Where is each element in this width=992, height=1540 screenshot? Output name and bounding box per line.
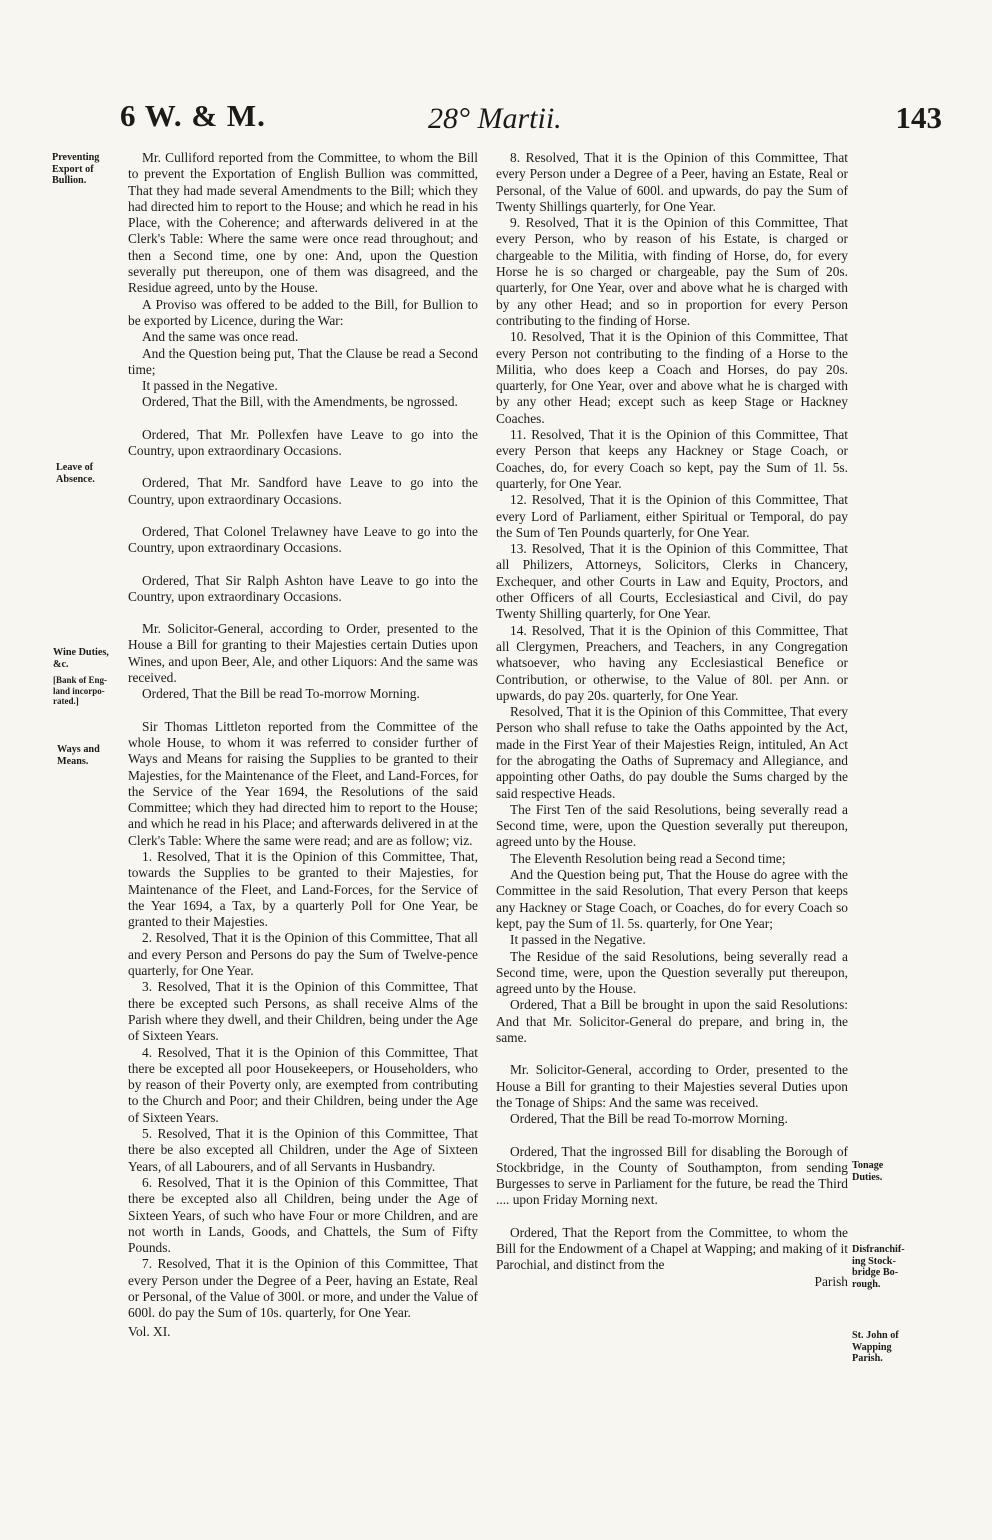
paragraph: 2. Resolved, That it is the Opinion of this Committee, That all and every Person and Persons do pay the Sum of Twelve-pence quarterly, for One Year. (128, 930, 478, 979)
paragraph: Ordered, That Sir Ralph Ashton have Leave to go into the Country, upon extraordinary Occasions. (128, 572, 478, 604)
paragraph: Mr. Culliford reported from the Committee, to whom the Bill to prevent the Exportation of English Bullion was committed, That they had made several Amendments to the Bill; which they had directed him to report to the House; and which he read in his Place, with the Coherence; and afterwards delivered in at the Clerk's Table: Where the same were once read throughout; and then a Second time, one by one: And, upon the Question severally put thereupon, one of them was disagreed, and the Residue agreed, unto by the House. (128, 150, 478, 296)
date-heading: 28° Martii. (428, 102, 562, 135)
paragraph: Ordered, That the Report from the Committee, to whom the Bill for the Endowment of a Chapel at Wapping; and making of it Parochial, and distinct from the (496, 1224, 848, 1273)
paragraph: 6. Resolved, That it is the Opinion of this Committee, That there be excepted also all Children, being under the Age of Sixteen Years, of such who have Four or more Children, and are not worth in Lands, Goods, and Chattels, the Sum of Fifty Pounds. (128, 1174, 478, 1256)
paragraph: It passed in the Negative. (142, 378, 278, 394)
paragraph: 11. Resolved, That it is the Opinion of this Committee, That every Person that keeps any Hackney or Stage Coach, or Coaches, do, for every Coach so kept, pay the Sum of 1l. 5s. quarterly, for One Year. (496, 427, 848, 491)
margin-note-ways-means: Ways and Means. (57, 744, 100, 767)
paragraph: 8. Resolved, That it is the Opinion of this Committee, That every Person under a Degree of a Peer, having an Estate, Real or Personal, of the Value of 600l. and upwards, do pay the Sum of Twenty Shillings quarterly, for One Year. (496, 150, 848, 214)
paragraph: Sir Thomas Littleton reported from the Committee of the whole House, to whom it was referred to consider further of Ways and Means for raising the Supplies to be granted to their Majesties, for the Maintenance of the Fleet, and Land-Forces, for the Service of the Year 1694, the Resolutions of the said Committee; which they had directed him to report to the House; and which he read in his Place; and afterwards delivered in at the Clerk's Table: Where the same were read; and are as follow; viz. (128, 718, 478, 848)
paragraph: The Eleventh Resolution being read a Second time; (510, 850, 786, 866)
catchword: Parish (814, 1273, 848, 1289)
paragraph: Mr. Solicitor-General, according to Order, presented to the House a Bill for granting to their Majesties several Duties upon the Tonage of Ships: And the same was received. (496, 1062, 848, 1110)
paragraph: Ordered, That the Bill be read To-morrow Morning. (510, 1111, 788, 1127)
reign-heading: 6 W. & M. (120, 98, 266, 133)
paragraph: Ordered, That the Bill, with the Amendments, be ngrossed. (142, 394, 458, 410)
paragraph: It passed in the Negative. (510, 932, 646, 948)
paragraph: 5. Resolved, That it is the Opinion of this Committee, That there be also excepted all Children, under the Age of Sixteen Years, of all Labourers, and of all Servants in Husbandry. (128, 1126, 478, 1174)
right-column (496, 150, 848, 1290)
paragraph: Ordered, That the Bill be read To-morrow Morning. (142, 686, 420, 702)
paragraph: 13. Resolved, That it is the Opinion of this Committee, That all Philizers, Attorneys, Solicitors, Clerks in Chancery, Exchequer, and other Courts in Law and Equity, Proctors, and other Officers of all Courts, Ecclesiastical and Civil, do pay Twenty Shilling quarterly, for One Year. (496, 541, 848, 622)
paragraph: And the Question being put, That the Clause be read a Second time; (128, 345, 478, 377)
margin-note-wine-duties: Wine Duties, &c. (53, 647, 109, 670)
margin-note-bank: [Bank of Eng- land incorpo- rated.] (53, 675, 108, 706)
margin-note-tonage: Tonage Duties. (852, 1160, 884, 1183)
paragraph: 12. Resolved, That it is the Opinion of this Committee, That every Lord of Parliament, either Spiritual or Temporal, do pay the Sum of Ten Pounds quarterly, for One Year. (496, 492, 848, 540)
page-number: 143 (895, 100, 942, 135)
paragraph: Mr. Solicitor-General, according to Order, presented to the House a Bill for granting to their Majesties certain Duties upon Wines, and upon Beer, Ale, and other Liquors: And the same was received. (128, 621, 478, 686)
margin-note-stockbridge: Disfranchif- ing Stock- bridge Bo- rough. (852, 1244, 905, 1290)
margin-note-absence: Leave of Absence. (56, 462, 95, 485)
paragraph: 9. Resolved, That it is the Opinion of this Committee, That every Person, who by reason of his Estate, is charged or chargeable to the Militia, with finding of Horse, do, for every Horse he is so charged or chargeable, pay the Sum of 20s. quarterly, for One Year, over and above what he is charged with by any other Head; and so in proportion for every Person contributing to the finding of Horse. (496, 215, 848, 328)
paragraph: A Proviso was offered to be added to the Bill, for Bullion to be exported by Licence, during the War: (128, 296, 478, 328)
paragraph: 10. Resolved, That it is the Opinion of this Committee, That every Person not contributing to the finding of a Horse to the Militia, who does keep a Coach and Horses, do pay 20s. quarterly, for One Year, over and above what he is charged with by any other Head; except such as keep Stage or Hackney Coaches. (496, 329, 848, 426)
paragraph: Resolved, That it is the Opinion of this Committee, That every Person who shall refuse to take the Oaths appointed by the Act, made in the First Year of their Majesties Reign, intituled, An Act for the abrogating the Oaths of Supremacy and Allegiance, and appointing other Oaths, do pay double the Sums charged by the said respective Heads. (496, 704, 848, 801)
paragraph: The Residue of the said Resolutions, being severally read a Second time, were, upon the Question severally put thereupon, agreed unto by the House. (496, 948, 848, 997)
paragraph: And the Question being put, That the House do agree with the Committee in the said Resolution, That every Person that keeps any Hackney or Stage Coach, or Coaches, do for every Coach so kept, pay the Sum of 1l. 5s. quarterly, for One Year; (496, 867, 848, 931)
paragraph: Ordered, That Colonel Trelawney have Leave to go into the Country, upon extraordinary Occasions. (128, 523, 478, 556)
left-column (128, 150, 478, 1340)
paragraph: Ordered, That the ingrossed Bill for disabling the Borough of Stockbridge, in the County of Southampton, from sending Burgesses to serve in Parliament for the future, be read the Third .... upon Friday Morning next. (496, 1143, 848, 1208)
paragraph: The First Ten of the said Resolutions, being severally read a Second time, were, upon the Question severally put thereupon, agreed unto by the House. (496, 801, 848, 850)
page-header (0, 98, 992, 148)
paragraph: 4. Resolved, That it is the Opinion of this Committee, That there be excepted all poor Housekeepers, or Householders, who by reason of their Poverty only, are exempted from contributing to the Church and Poor; and their Children, being under the Age of Sixteen Years. (128, 1044, 478, 1125)
paragraph: Ordered, That a Bill be brought in upon the said Resolutions: And that Mr. Solicitor-General do prepare, and bring in, the same. (496, 997, 848, 1046)
margin-note-bullion: Preventing Export of Bullion. (52, 152, 100, 186)
paragraph: 3. Resolved, That it is the Opinion of this Committee, That there be excepted such Persons, as shall receive Alms of the Parish where they dwell, and their Children, being under the Age of Sixteen Years. (128, 979, 478, 1044)
margin-note-wapping: St. John of Wapping Parish. (852, 1330, 899, 1364)
paragraph: Ordered, That Mr. Sandford have Leave to go into the Country, upon extraordinary Occasions. (128, 475, 478, 507)
paragraph: 1. Resolved, That it is the Opinion of this Committee, That, towards the Supplies to be granted to their Majesties, for Maintenance of the Fleet, and Land-Forces, for the Service of the Year 1694, a Tax, by a quarterly Poll for One Year, be granted to their Majesties. (128, 848, 478, 930)
paragraph: 7. Resolved, That it is the Opinion of this Committee, That every Person under the Degree of a Peer, having an Estate, Real or Personal, of the Value of 300l. or more, and under the Value of 600l. do pay the Sum of 10s. quarterly, for One Year. (128, 1256, 478, 1321)
paragraph: And the same was once read. (142, 329, 299, 345)
paragraph: 14. Resolved, That it is the Opinion of this Committee, That all Clergymen, Preachers, and Teachers, in any Congregation whatsoever, who having any Ecclesiastical Benefice or Contribution, or otherwise, to the Value of 80l. per Ann. or upwards, do pay 20s. quarterly, for One Year. (496, 622, 848, 703)
volume-mark: Vol. XI. (128, 1323, 171, 1339)
paragraph: Ordered, That Mr. Pollexfen have Leave to go into the Country, upon extraordinary Occasions. (128, 426, 478, 459)
